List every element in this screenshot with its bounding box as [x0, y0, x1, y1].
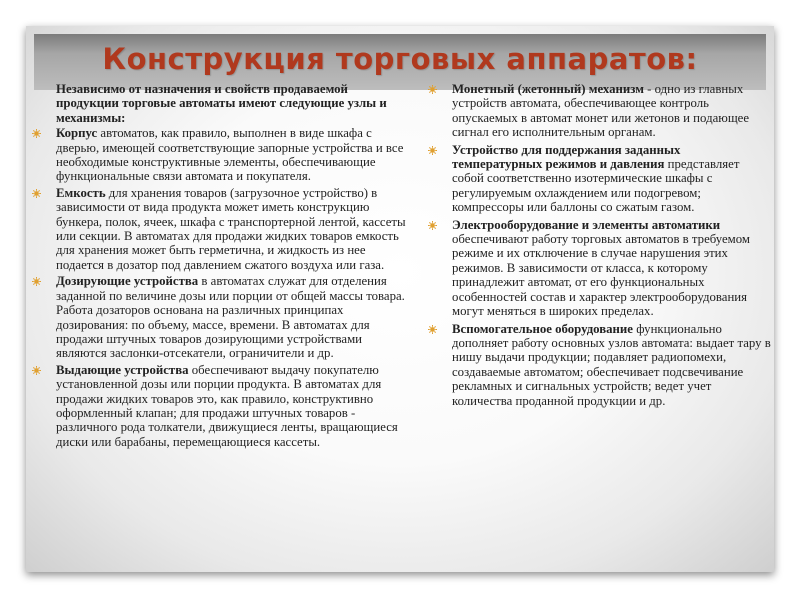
list-item [424, 218, 772, 319]
sunburst-bullet-icon [428, 146, 437, 155]
list-item [30, 186, 414, 272]
slide [26, 26, 774, 572]
right-bullet-list [424, 82, 772, 408]
left-bullet-list [30, 126, 414, 449]
list-item [424, 143, 772, 215]
item-term: Вспомогательное оборудование [452, 321, 633, 336]
item-term: Электрооборудование и элементы автоматики [452, 217, 721, 232]
intro-text: Независимо от назначения и свойств продаваемой продукции торговые автоматы имеют следующие узлы и механизмы: [56, 82, 387, 125]
sunburst-bullet-icon [428, 221, 437, 230]
item-text: функционально дополняет работу основных узлов автомата: выдает тару в нишу выдачи продукции; подавляет радиопомехи, создаваемые автоматом; обеспечивает подсвечивание рекламных и сигнальных устройств; ведет учет количества проданной продукции и др. [452, 321, 771, 408]
list-item [30, 274, 414, 360]
item-term: Корпус [56, 126, 98, 141]
item-term: Монетный (жетонный) механизм [452, 82, 644, 96]
item-text: для хранения товаров (загрузочное устройство) в зависимости от вида продукта может иметь конструкцию бункера, полок, ячеек, шкафа с транспортерной лентой, кассеты или секции. В автоматах для продажи жидких товаров емкость для хранения может быть герметична, и жидкость из нее подается в дозатор под давлением сжатого воздуха или газа. [56, 185, 406, 272]
list-item [30, 126, 414, 184]
item-term: Устройство для поддержания заданных температурных режимов и давления [452, 142, 681, 172]
list-item [30, 363, 414, 449]
item-text: представляет собой соответственно изотермические шкафы с регулируемым охлаждением или подогревом; компрессоры или баллоны со сжатым газом. [452, 157, 740, 215]
item-text: обеспечивают выдачу покупателю установленной дозы или порции продукта. В автоматах для продажи жидких товаров это, как правило, конструктивно оформленный клапан; для продажи штучных товаров - различного рода толкатели, движущиеся ленты, вращающиеся диски или барабаны, перемещающиеся кассеты. [56, 362, 398, 449]
item-text: в автоматах служат для отделения заданной по величине дозы или порции от общей массы товара. Работа дозаторов основана на различных принципах дозирования: по объему, массе, времени. В автоматах для продажи штучных товаров дозирующими устройствами являются заслонки-отсекатели, ограничители и др. [56, 274, 405, 361]
item-text: обеспечивают работу торговых автоматов в требуемом режиме и их отключение в случае нарушения этих режимов. В зависимости от класса, к которому принадлежит автомат, от его функциональных особенностей состав и характер электрооборудования могут меняться в широких пределах. [452, 232, 751, 319]
sunburst-bullet-icon [428, 85, 437, 94]
list-item [424, 322, 772, 408]
sunburst-bullet-icon [32, 366, 41, 375]
item-term: Емкость [56, 185, 106, 200]
sunburst-bullet-icon [32, 129, 41, 138]
sunburst-bullet-icon [32, 277, 41, 286]
sunburst-bullet-icon [428, 325, 437, 334]
item-term: Дозирующие устройства [56, 274, 199, 289]
slide-title: Конструкция торговых аппаратов: [102, 42, 698, 76]
item-term: Выдающие устройства [56, 362, 189, 377]
item-text: - одно из главных устройств автомата, обеспечивающее контроль опускаемых в автомат монет или жетонов и подающее сигнал его исполнительным органам. [452, 82, 750, 140]
right-column [424, 82, 772, 411]
list-item [424, 82, 772, 140]
item-text: автоматов, как правило, выполнен в виде шкафа с дверью, имеющей соответствующие запорные устройства и все необходимые конструктивные элементы, обеспечивающие функциональные связи автомата и покупателя. [56, 126, 404, 184]
sunburst-bullet-icon [32, 189, 41, 198]
left-column [30, 82, 414, 451]
